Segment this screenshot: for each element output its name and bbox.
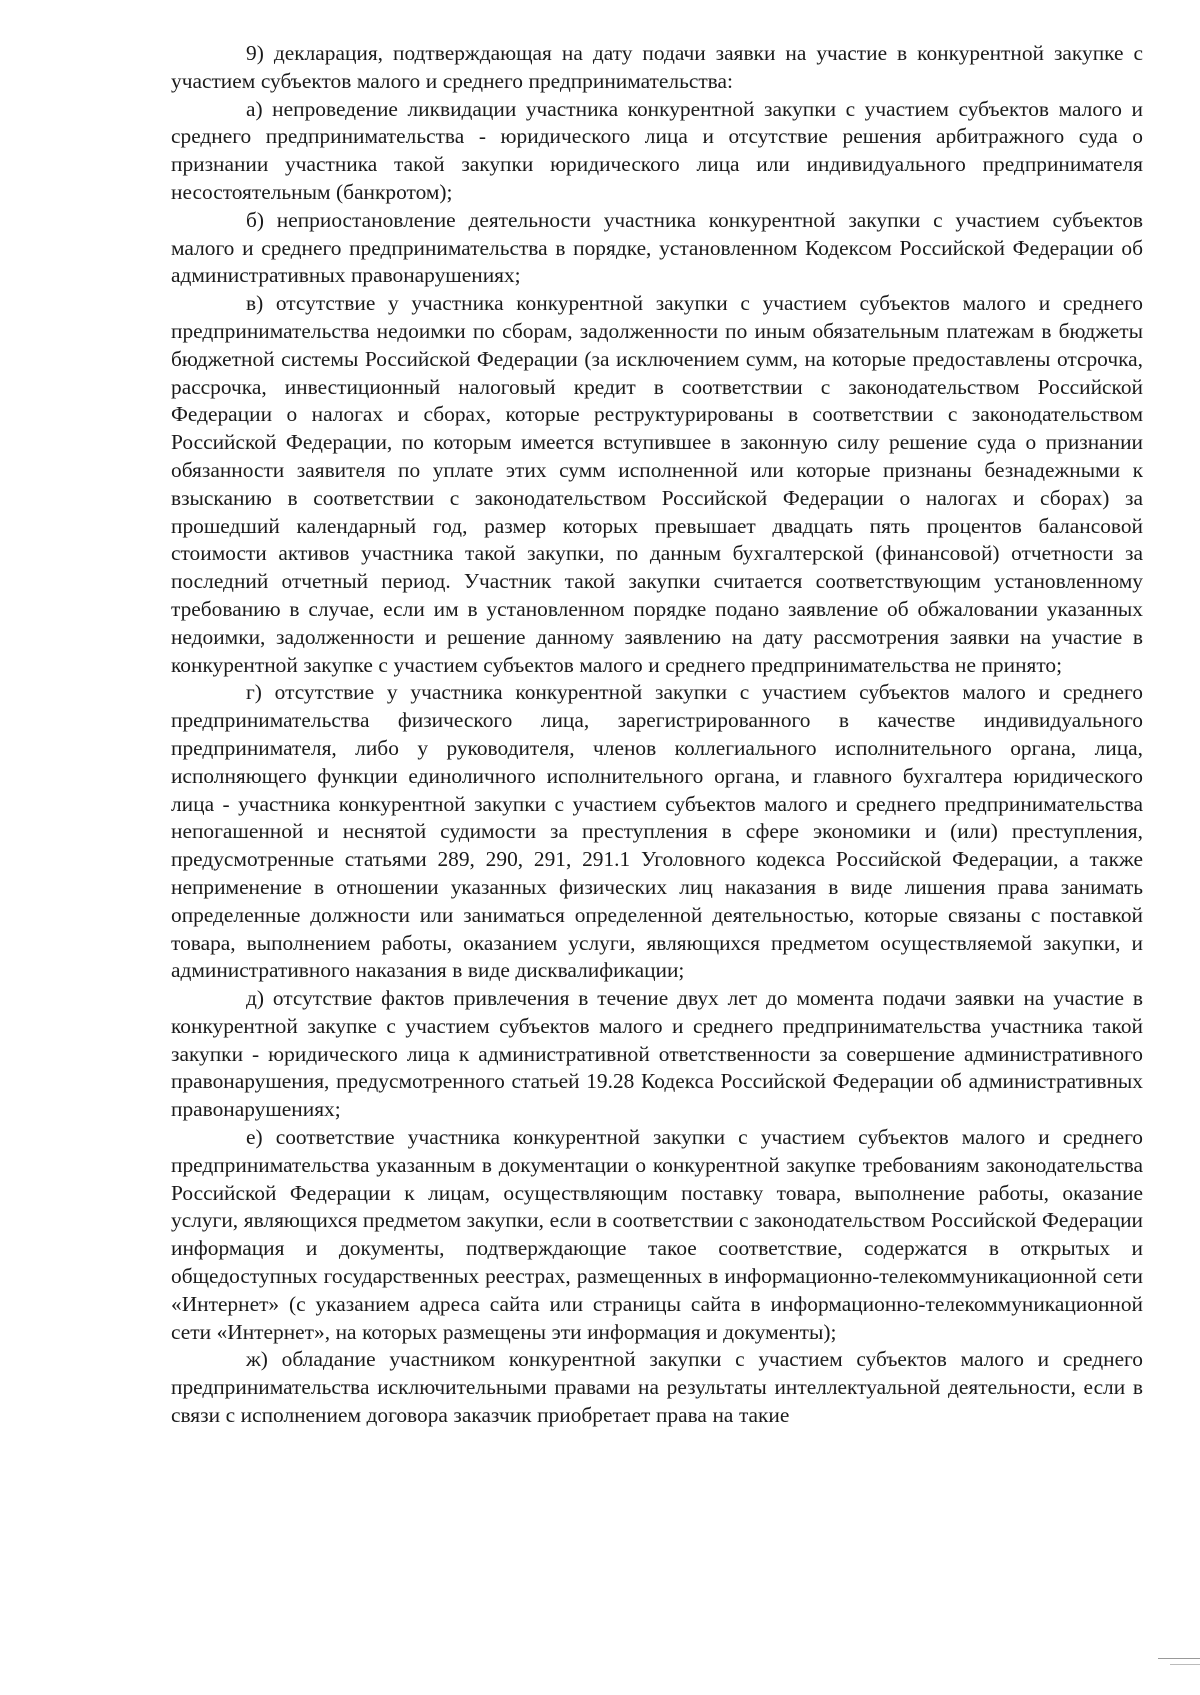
document-page [171,40,1143,1660]
paragraph-item-a: а) непроведение ликвидации участника конкурентной закупки с участием субъектов малого и среднего предпринимательства - юридического лица и отсутствие решения арбитражного суда о признании участника такой закупки юридического лица или индивидуального предпринимателя несостоятельным (банкротом); [171,96,1143,204]
scan-artifact-line [1170,1664,1200,1665]
paragraph-item-b: б) неприостановление деятельности участника конкурентной закупки с участием субъектов малого и среднего предпринимательства в порядке, установленном Кодексом Российской Федерации об административных правонарушениях; [171,207,1143,288]
scan-artifact-line [1158,1658,1200,1659]
paragraph-declaration: 9) декларация, подтверждающая на дату подачи заявки на участие в конкурентной закупке с участием субъектов малого и среднего предпринимательства: [171,41,1143,93]
paragraph-item-v: в) отсутствие у участника конкурентной закупки с участием субъектов малого и среднего предпринимательства недоимки по сборам, задолженности по иным обязательным платежам в бюджеты бюджетной системы Российской Федерации (за исключением сумм, на которые предоставлены отсрочка, рассрочка, инвестиционный налоговый кредит в соответствии с законодательством Российской Федерации о налогах и сборах, которые реструктурированы в соответствии с законодательством Российской Федерации, по которым имеется вступившее в законную силу решение суда о признании обязанности заявителя по уплате этих сумм исполненной или которые признаны безнадежными к взысканию в соответствии с законодательством Российской Федерации о налогах и сборах) за прошедший календарный год, размер которых превышает двадцать пять процентов балансовой стоимости активов участника такой закупки, по данным бухгалтерской (финансовой) отчетности за последний отчетный период. Участник такой закупки считается соответствующим установленному требованию в случае, если им в установленном порядке подано заявление об обжаловании указанных недоимки, задолженности и решение данному заявлению на дату рассмотрения заявки на участие в конкурентной закупке с участием субъектов малого и среднего предпринимательства не принято; [171,291,1143,677]
paragraph-item-d: д) отсутствие фактов привлечения в течение двух лет до момента подачи заявки на участие в конкурентной закупке с участием субъектов малого и среднего предпринимательства участника такой закупки - юридического лица к административной ответственности за совершение административного правонарушения, предусмотренного статьей 19.28 Кодекса Российской Федерации об административных правонарушениях; [171,986,1143,1122]
paragraph-item-e: е) соответствие участника конкурентной закупки с участием субъектов малого и среднего предпринимательства указанным в документации о конкурентной закупке требованиям законодательства Российской Федерации к лицам, осуществляющим поставку товара, выполнение работы, оказание услуги, являющихся предметом закупки, если в соответствии с законодательством Российской Федерации информация и документы, подтверждающие такое соответствие, содержатся в открытых и общедоступных государственных реестрах, размещенных в информационно-телекоммуникационной сети «Интернет» (с указанием адреса сайта или страницы сайта в информационно-телекоммуникационной сети «Интернет», на которых размещены эти информация и документы); [171,1125,1143,1344]
paragraph-item-zh: ж) обладание участником конкурентной закупки с участием субъектов малого и среднего предпринимательства исключительными правами на результаты интеллектуальной деятельности, если в связи с исполнением договора заказчик приобретает права на такие [171,1347,1143,1428]
paragraph-item-g: г) отсутствие у участника конкурентной закупки с участием субъектов малого и среднего предпринимательства физического лица, зарегистрированного в качестве индивидуального предпринимателя, либо у руководителя, членов коллегиального исполнительного органа, лица, исполняющего функции единоличного исполнительного органа, и главного бухгалтера юридического лица - участника конкурентной закупки с участием субъектов малого и среднего предпринимательства непогашенной и неснятой судимости за преступления в сфере экономики и (или) преступления, предусмотренные статьями 289, 290, 291, 291.1 Уголовного кодекса Российской Федерации, а также неприменение в отношении указанных физических лиц наказания в виде лишения права занимать определенные должности или заниматься определенной деятельностью, которые связаны с поставкой товара, выполнением работы, оказанием услуги, являющихся предметом осуществляемой закупки, и административного наказания в виде дисквалификации; [171,680,1143,983]
